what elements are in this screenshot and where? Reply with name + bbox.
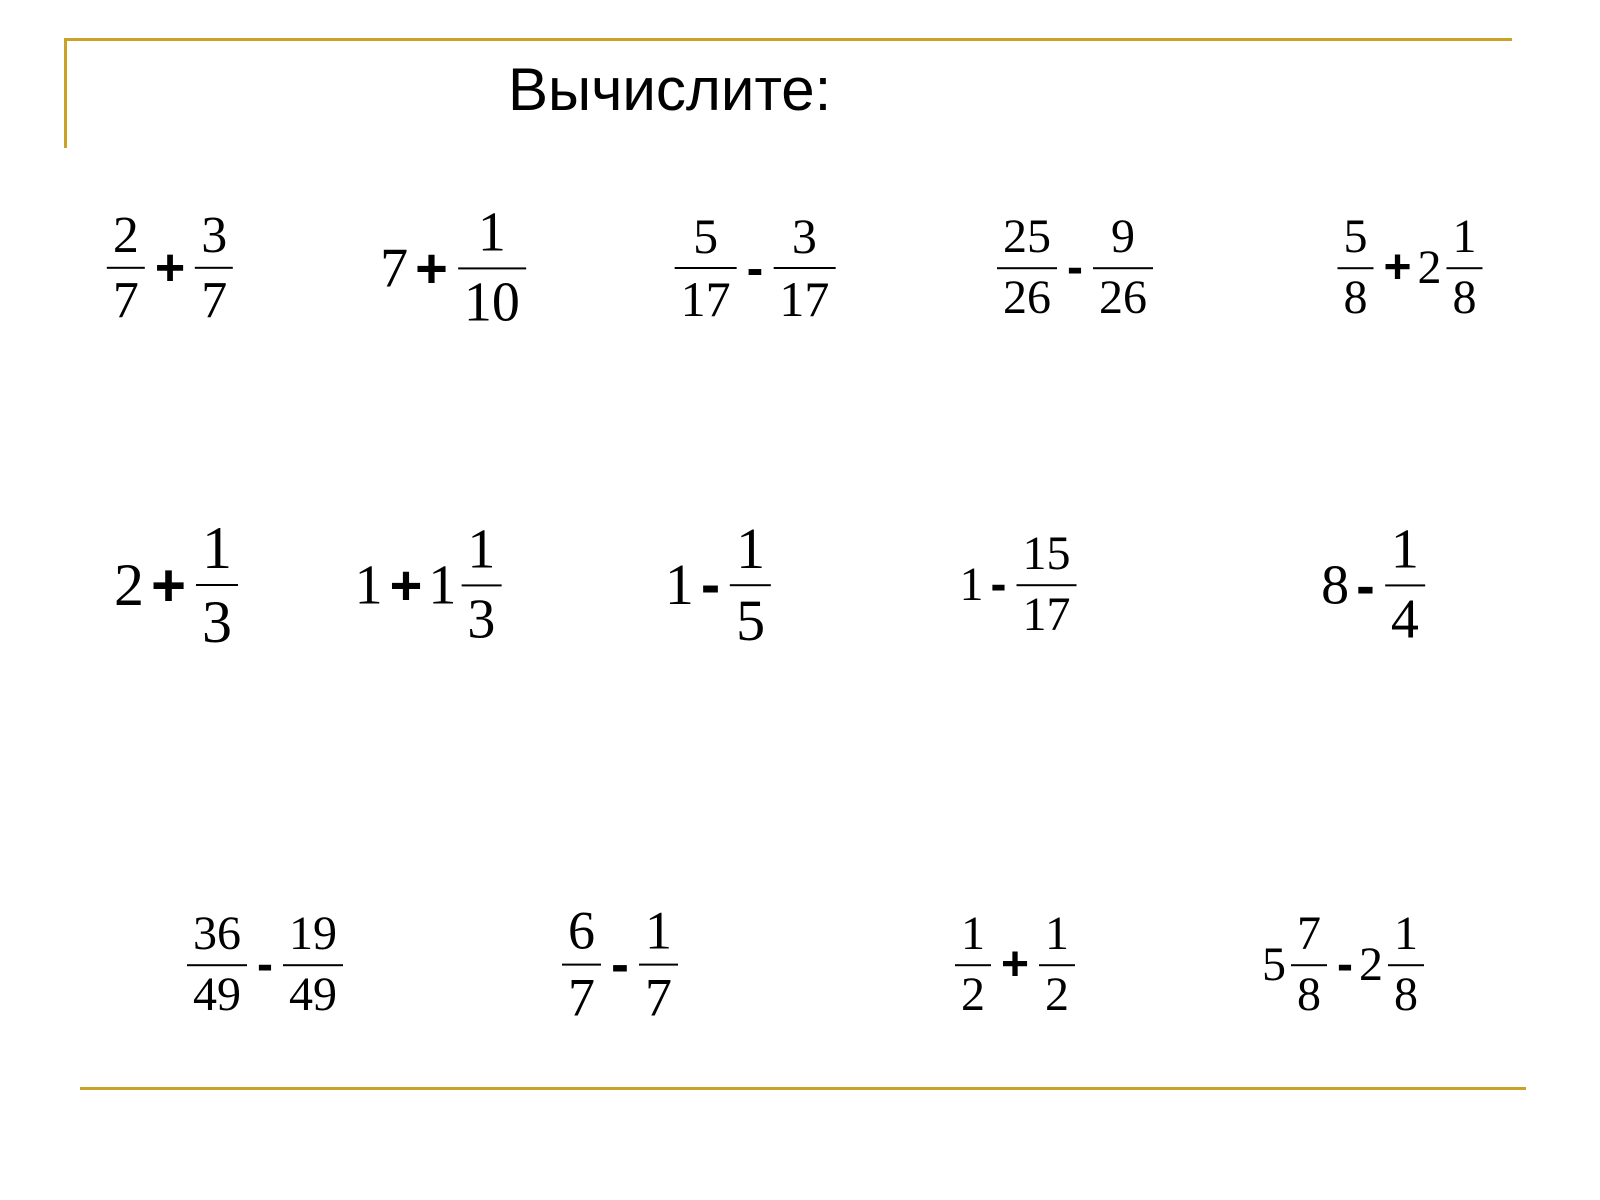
- minus-sign: -: [746, 240, 764, 296]
- denominator: 17: [773, 267, 835, 327]
- exercise-2-4: [960, 528, 1081, 642]
- numerator: 1: [1393, 907, 1418, 961]
- denominator: 8: [1447, 267, 1483, 325]
- whole-number: 2: [1417, 241, 1442, 295]
- numerator: 1: [1452, 210, 1477, 264]
- fraction: [955, 908, 991, 1022]
- denominator: 10: [458, 267, 526, 334]
- fraction: [1447, 211, 1483, 325]
- exercise-3-4: [1262, 908, 1428, 1022]
- left-rule: [64, 38, 67, 148]
- fraction: [1016, 528, 1076, 642]
- whole-number: 7: [380, 237, 409, 299]
- exercise-2-2: [355, 519, 506, 650]
- denominator: 26: [1093, 267, 1153, 325]
- plus-sign: +: [389, 553, 423, 617]
- numerator: 1: [467, 518, 496, 581]
- fraction: [997, 211, 1057, 325]
- exercise-1-4: [993, 211, 1157, 325]
- numerator: 1: [202, 515, 233, 581]
- plus-sign: +: [154, 239, 186, 297]
- exercise-2-1: [114, 515, 242, 655]
- fraction: [675, 209, 737, 327]
- fraction: [458, 202, 526, 333]
- fraction: [1039, 908, 1075, 1022]
- numerator: 3: [201, 206, 228, 264]
- numerator: 1: [1045, 907, 1070, 961]
- denominator: 4: [1385, 584, 1425, 651]
- whole-number: 2: [113, 551, 144, 618]
- whole-number: 1: [354, 554, 383, 616]
- numerator: 1: [960, 907, 985, 961]
- fraction: [1291, 908, 1327, 1022]
- numerator: 2: [112, 206, 139, 264]
- minus-sign: -: [1067, 241, 1083, 295]
- fraction: [283, 908, 343, 1022]
- denominator: 8: [1388, 964, 1424, 1022]
- fraction: [195, 207, 233, 329]
- numerator: 9: [1110, 210, 1135, 264]
- numerator: 15: [1022, 527, 1071, 581]
- numerator: 3: [791, 208, 817, 264]
- numerator: 1: [644, 900, 672, 961]
- fraction: [730, 517, 771, 653]
- denominator: 7: [562, 964, 601, 1028]
- top-rule: [66, 38, 1512, 41]
- exercise-1-3: [671, 209, 840, 327]
- minus-sign: -: [1356, 553, 1375, 617]
- plus-sign: +: [415, 236, 448, 300]
- fraction: [1388, 908, 1424, 1022]
- minus-sign: -: [700, 552, 721, 618]
- denominator: 17: [1016, 584, 1076, 642]
- numerator: 1: [477, 201, 506, 264]
- denominator: 49: [283, 964, 343, 1022]
- minus-sign: -: [611, 935, 629, 995]
- fraction: [562, 902, 601, 1029]
- numerator: 36: [193, 907, 242, 961]
- fraction: [1093, 211, 1153, 325]
- bottom-rule: [80, 1087, 1526, 1090]
- numerator: 6: [568, 900, 596, 961]
- exercise-1-1: [103, 207, 237, 329]
- whole-number: 1: [959, 558, 984, 612]
- fraction: [1337, 211, 1373, 325]
- fraction: [639, 902, 678, 1029]
- exercise-1-2: [380, 202, 530, 333]
- denominator: 3: [461, 584, 501, 651]
- numerator: 19: [288, 907, 337, 961]
- fraction: [461, 519, 501, 650]
- numerator: 25: [1003, 210, 1052, 264]
- numerator: 1: [1390, 518, 1419, 581]
- numerator: 5: [1343, 210, 1368, 264]
- denominator: 7: [195, 267, 233, 329]
- fraction: [196, 515, 238, 655]
- minus-sign: -: [257, 938, 273, 992]
- exercise-3-3: [951, 908, 1079, 1022]
- denominator: 49: [187, 964, 247, 1022]
- fraction: [773, 209, 835, 327]
- minus-sign: -: [990, 558, 1007, 612]
- denominator: 17: [675, 267, 737, 327]
- numerator: 5: [693, 208, 719, 264]
- whole-number: 5: [1262, 938, 1287, 992]
- exercise-3-1: [183, 908, 347, 1022]
- whole-number: 8: [1321, 554, 1350, 616]
- whole-number: 2: [1358, 938, 1383, 992]
- plus-sign: +: [150, 551, 187, 619]
- fraction: [1385, 519, 1425, 650]
- plus-sign: +: [1383, 241, 1412, 295]
- denominator: 7: [107, 267, 145, 329]
- whole-number: 1: [428, 554, 457, 616]
- denominator: 8: [1291, 964, 1327, 1022]
- numerator: 1: [736, 516, 766, 582]
- page-title: Вычислите:: [508, 56, 832, 123]
- denominator: 8: [1337, 267, 1373, 325]
- denominator: 7: [639, 964, 678, 1028]
- minus-sign: -: [1337, 938, 1353, 992]
- denominator: 2: [1039, 964, 1075, 1022]
- plus-sign: +: [1000, 938, 1030, 992]
- exercise-2-5: [1321, 519, 1429, 650]
- exercise-2-3: [665, 517, 775, 653]
- denominator: 5: [730, 584, 771, 653]
- denominator: 2: [955, 964, 991, 1022]
- fraction: [107, 207, 145, 329]
- whole-number: 1: [664, 552, 694, 618]
- fraction: [187, 908, 247, 1022]
- exercise-3-2: [558, 902, 682, 1029]
- denominator: 26: [997, 267, 1057, 325]
- denominator: 3: [196, 584, 238, 655]
- numerator: 7: [1297, 907, 1322, 961]
- exercise-1-5: [1333, 211, 1486, 325]
